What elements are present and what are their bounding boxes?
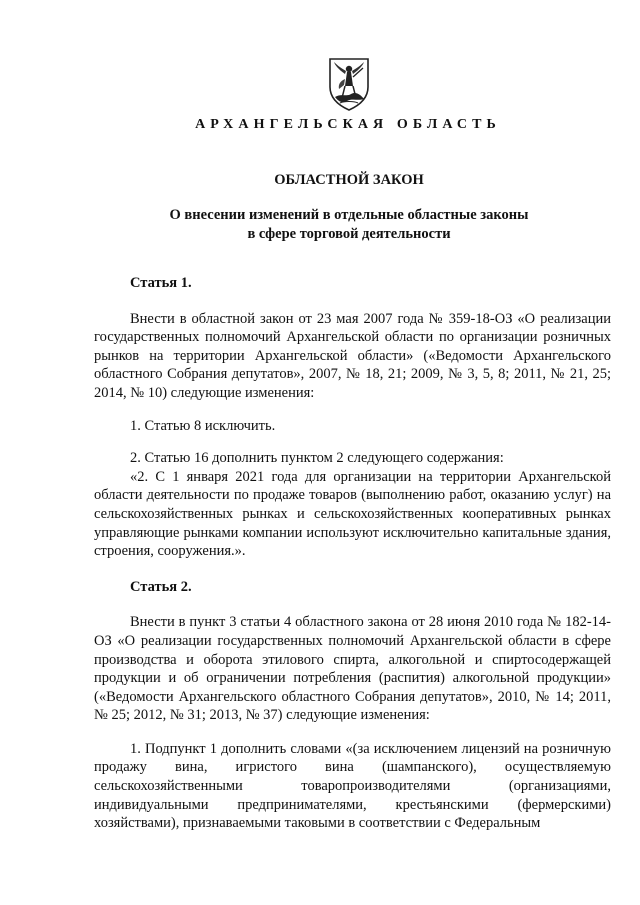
coat-of-arms-icon (326, 57, 372, 111)
subtitle-line-1: О внесении изменений в отдельные областные законы (169, 207, 529, 223)
article-2-item-1: 1. Подпункт 1 дополнить словами «(за исключением лицензий на розничную продажу вина, игристого вина (шампанского), осуществляемую сельскохозяйственными товаропроизводителями (организациями, индивидуальными предпринимателями, крестьянскими (фермерскими) хозяйствами), признаваемыми таковыми в соответствии с Федеральным (94, 740, 611, 832)
law-type-title: ОБЛАСТНОЙ ЗАКОН (274, 172, 424, 188)
law-subtitle (0, 206, 640, 244)
article-2-intro: Внести в пункт 3 статьи 4 областного закона от 28 июня 2010 года № 182-14-ОЗ «О реализации государственных полномочий Архангельской области в сфере производства и оборота этилового спирта, алкогольной и спиртосодержащей продукции и об ограничении потребления (распития) алкогольной продукции» («Ведомости Архангельского областного Собрания депутатов», 2010, № 14; 2011, № 25; 2012, № 31; 2013, № 37) следующие изменения: (94, 614, 611, 724)
law-body (94, 274, 611, 833)
article-1-item-2-quote: «2. С 1 января 2021 года для организации на территории Архангельской области деятельности по продаже товаров (выполнению работ, оказанию услуг) на сельскохозяйственных рынках и сельскохозяйственных кооперативных рынках управляющие рынками компании используют исключительно капитальные здания, строения, сооружения.». (94, 468, 611, 560)
article-1-heading: Статья 1. (130, 275, 192, 291)
subtitle-line-2: в сфере торговой деятельности (247, 226, 451, 242)
article-1-item-2: 2. Статью 16 дополнить пунктом 2 следующего содержания: (130, 450, 504, 467)
region-heading: АРХАНГЕЛЬСКАЯ ОБЛАСТЬ (195, 117, 501, 132)
article-2-heading: Статья 2. (130, 578, 192, 595)
article-1-intro: Внести в областной закон от 23 мая 2007 года № 359-18-ОЗ «О реализации государственных полномочий Архангельской области по организации розничных рынков на территории Архангельской области» («Ведомости Архангельского областного Собрания депутатов», 2007, № 18, 21; 2009, № 3, 5, 8; 2011, № 21, 25; 2014, № 10) следующие изменения: (94, 310, 611, 401)
article-1-item-1: 1. Статью 8 исключить. (130, 417, 276, 434)
